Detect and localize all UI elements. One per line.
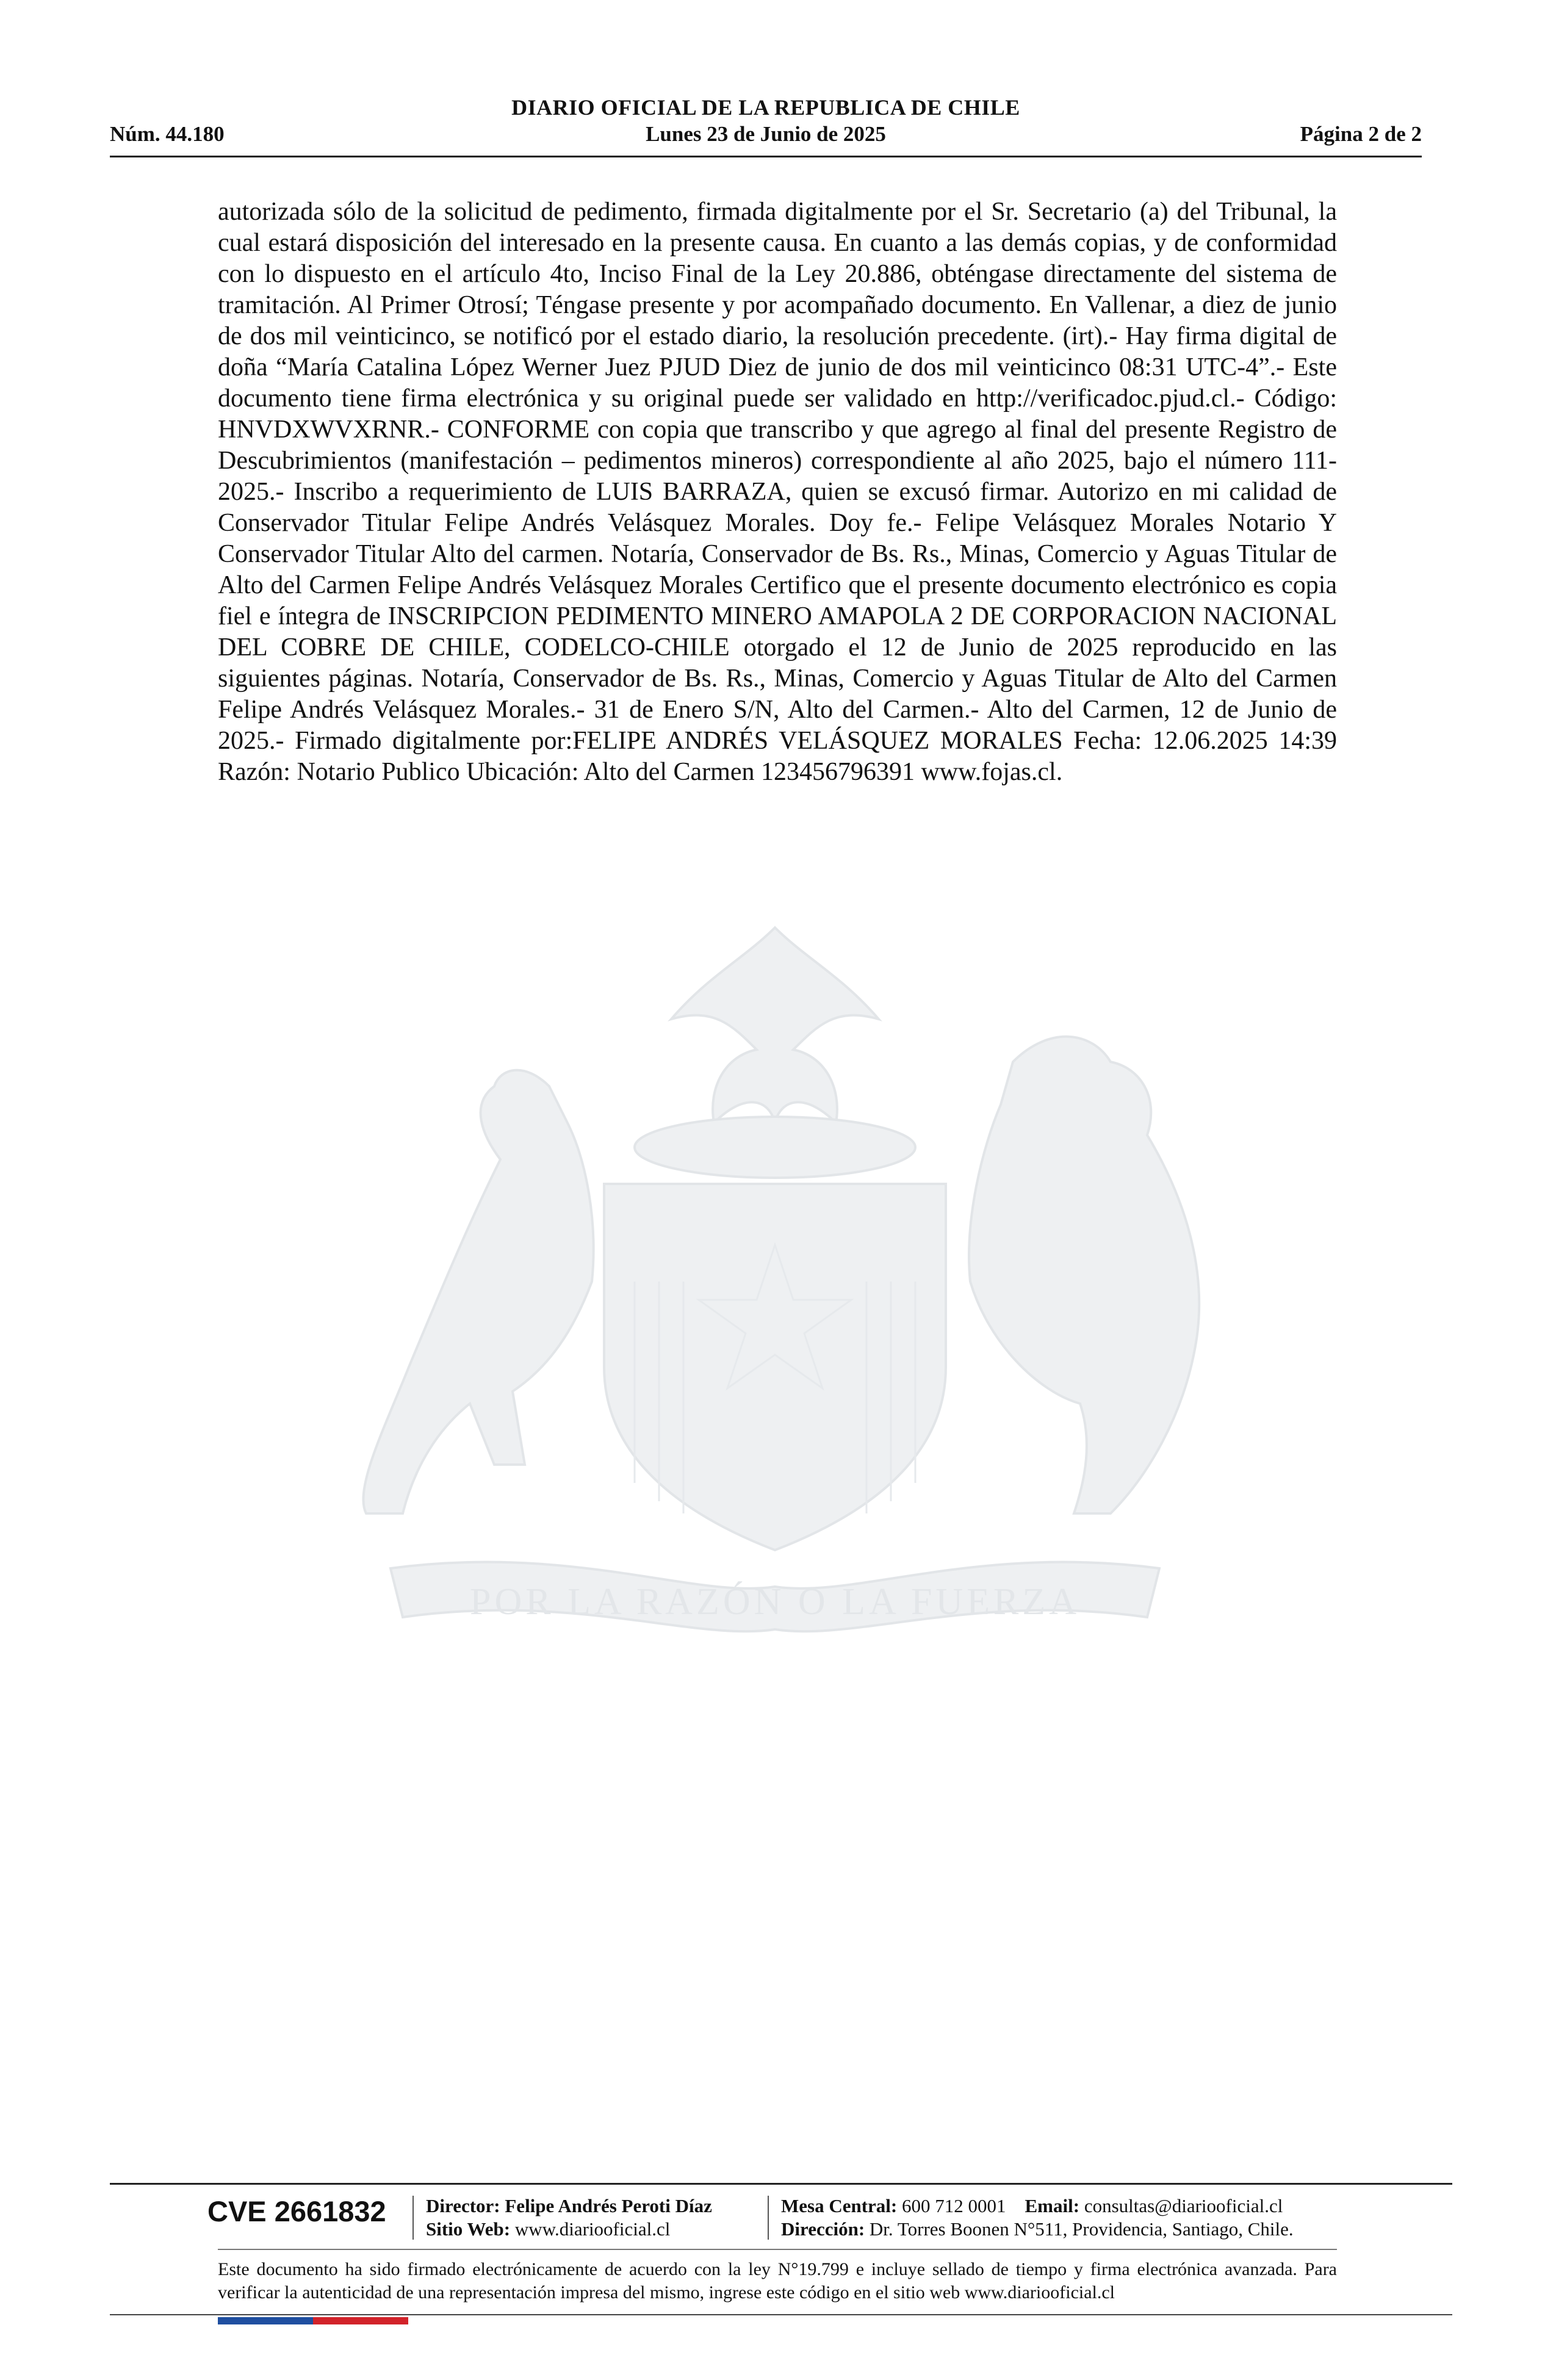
email-value[interactable]: consultas@diariooficial.cl: [1084, 2195, 1283, 2216]
body-paragraph: autorizada sólo de la solicitud de pedimento, firmada digitalmente por el Sr. Secretario (a) del Tribunal, la cual estará disposición del interesado en la presente causa. En cuanto a las demás copias, y de conformidad con lo dispuesto en el artículo 4to, Inciso Final de la Ley 20.886, obténgase directamente del sistema de tramitación. Al Primer Otrosí; Téngase presente y por acompañado documento. En Vallenar, a diez de junio de dos mil veinticinco, se notificó por el estado diario, la resolución precedente. (irt).- Hay firma digital de doña “María Catalina López Werner Juez PJUD Diez de junio de dos mil veinticinco 08:31 UTC-4”.- Este documento tiene firma electrónica y su original puede ser validado en http://verificadoc.pjud.cl.- Código: HNVDXWVXRNR.- CONFORME con copia que transcribo y que agrego al final del presente Registro de Descubrimientos (manifestación – pedimentos mineros) correspondiente al año 2025, bajo el número 111-2025.- Inscribo a requerimiento de LUIS BARRAZA, quien se excusó firmar. Autorizo en mi calidad de Conservador Titular Felipe Andrés Velásquez Morales. Doy fe.- Felipe Velásquez Morales Notario Y Conservador Titular Alto del carmen. Notaría, Conservador de Bs. Rs., Minas, Comercio y Aguas Titular de Alto del Carmen Felipe Andrés Velásquez Morales Certifico que el presente documento electrónico es copia fiel e íntegra de INSCRIPCION PEDIMENTO MINERO AMAPOLA 2 DE CORPORACION NACIONAL DEL COBRE DE CHILE, CODELCO-CHILE otorgado el 12 de Junio de 2025 reproducido en las siguientes páginas. Notaría, Conservador de Bs. Rs., Minas, Comercio y Aguas Titular de Alto del Carmen Felipe Andrés Velásquez Morales.- 31 de Enero S/N, Alto del Carmen.- Alto del Carmen, 12 de Junio de 2025.- Firmado digitalmente por:FELIPE ANDRÉS VELÁSQUEZ MORALES Fecha: 12.06.2025 14:39 Razón: Notario Publico Ubicación: Alto del Carmen 123456796391 www.fojas.cl.: [218, 198, 1337, 786]
page-indicator: Página 2 de 2: [1300, 122, 1422, 146]
phone-value: 600 712 0001: [902, 2195, 1006, 2216]
header-row: [110, 122, 1422, 150]
footer-separator: [412, 2196, 414, 2240]
header-divider: [110, 156, 1422, 157]
footer-divider-top: [110, 2183, 1452, 2185]
phone-label: Mesa Central:: [781, 2195, 898, 2216]
director-value: Felipe Andrés Peroti Díaz: [505, 2195, 712, 2216]
website-label: Sitio Web:: [426, 2218, 511, 2240]
cve-code: CVE 2661832: [207, 2195, 386, 2227]
footer-divider-bottom: [110, 2314, 1452, 2315]
document-body: [218, 197, 1337, 788]
footer-director-col: [426, 2194, 712, 2241]
flag-red-segment: [313, 2317, 408, 2324]
flag-color-bar: [218, 2317, 408, 2324]
website-value[interactable]: www.diariooficial.cl: [514, 2218, 671, 2240]
crest-motto: POR LA RAZÓN O LA FUERZA: [469, 1581, 1081, 1623]
footer-divider-mid: [218, 2249, 1337, 2250]
signature-note: Este documento ha sido firmado electrónicamente de acuerdo con la ley N°19.799 e incluye sellado de tiempo y firma electrónica avanzada. Para verificar la autenticidad de una representación impresa del mismo, ingrese este código en el sitio web www.diariooficial.cl: [218, 2259, 1337, 2302]
footer-separator: [768, 2196, 769, 2240]
director-label: Director:: [426, 2195, 500, 2216]
email-label: Email:: [1025, 2195, 1080, 2216]
issue-date: Lunes 23 de Junio de 2025: [646, 122, 886, 146]
address-value: Dr. Torres Boonen N°511, Providencia, Santiago, Chile.: [869, 2218, 1294, 2240]
issue-number: Núm. 44.180: [110, 122, 225, 146]
flag-blue-segment: [218, 2317, 313, 2324]
footer-contact-col: [781, 2194, 1294, 2241]
address-label: Dirección:: [781, 2218, 865, 2240]
newspaper-title: DIARIO OFICIAL DE LA REPUBLICA DE CHILE: [511, 95, 1020, 120]
coat-of-arms-watermark-icon: [207, 903, 1342, 1697]
